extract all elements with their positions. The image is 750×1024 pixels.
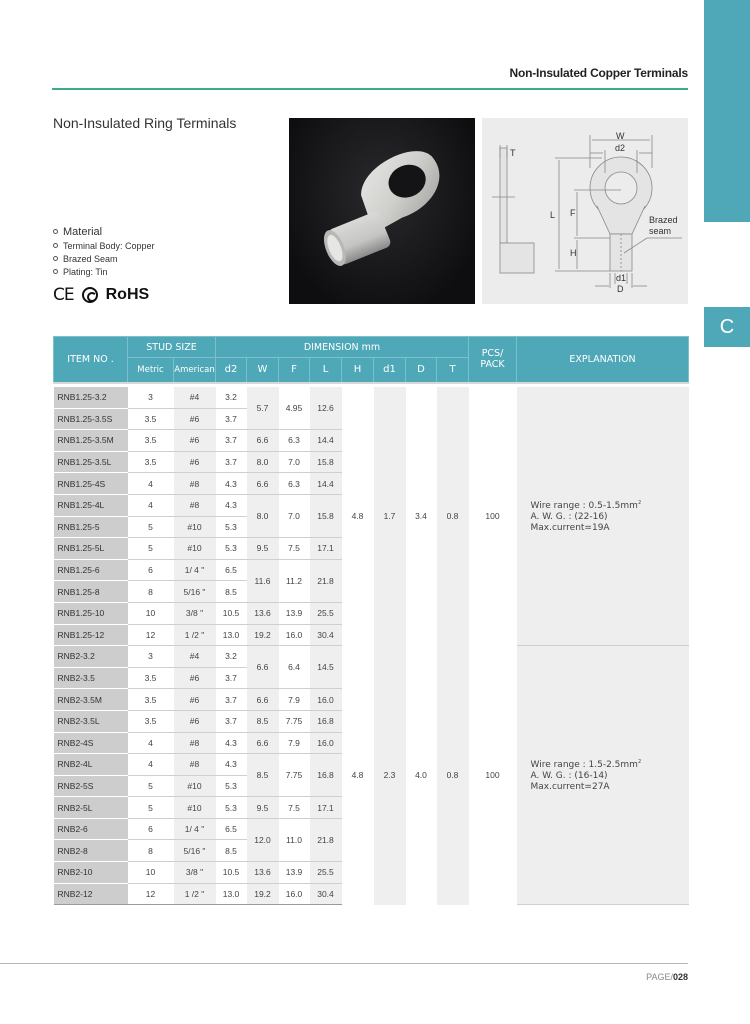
- metric-cell: 3.5: [128, 408, 174, 430]
- w-cell: 6.6: [247, 689, 279, 711]
- american-cell: 5/16 ": [174, 581, 216, 603]
- header-d: D: [406, 358, 437, 383]
- f-cell: 7.0: [279, 451, 310, 473]
- american-cell: 1/ 4 ": [174, 818, 216, 840]
- table-row: [54, 387, 689, 409]
- d2-cell: 6.5: [216, 559, 247, 581]
- footer-divider: [0, 963, 688, 964]
- wire-range: Wire range : 1.5-2.5mm: [530, 760, 638, 771]
- d2-cell: 13.0: [216, 883, 247, 905]
- pcs-pack-cell: 100: [469, 387, 517, 646]
- item-number-cell: RNB2-3.2: [54, 646, 128, 668]
- header-item-no: ITEM NO .: [54, 337, 128, 383]
- american-cell: 3/8 ": [174, 862, 216, 884]
- american-cell: #6: [174, 710, 216, 732]
- item-number-cell: RNB2-5L: [54, 797, 128, 819]
- label-l: L: [550, 210, 556, 220]
- f-cell: 4.95: [279, 387, 310, 430]
- w-cell: 6.6: [247, 430, 279, 452]
- side-tab-bar: [704, 0, 750, 222]
- american-cell: #10: [174, 538, 216, 560]
- d2-cell: 5.3: [216, 516, 247, 538]
- f-cell: 16.0: [279, 624, 310, 646]
- header-w: W: [247, 358, 279, 383]
- american-cell: 5/16 ": [174, 840, 216, 862]
- ce-mark-icon: CE: [53, 285, 74, 305]
- product-title: Non-Insulated Ring Terminals: [53, 115, 237, 131]
- w-cell: 6.6: [247, 473, 279, 495]
- header-american: American: [174, 358, 216, 383]
- l-cell: 17.1: [310, 538, 342, 560]
- feature-label: Brazed Seam: [63, 253, 118, 264]
- explanation-cell: [517, 387, 689, 646]
- quality-cert-icon: [82, 287, 98, 303]
- item-number-cell: RNB2-3.5: [54, 667, 128, 689]
- header-metric: Metric: [128, 358, 174, 383]
- header-d2: d2: [216, 358, 247, 383]
- item-number-cell: RNB1.25-6: [54, 559, 128, 581]
- f-cell: 13.9: [279, 862, 310, 884]
- metric-cell: 12: [128, 883, 174, 905]
- label-seam: seam: [649, 226, 672, 236]
- d2-cell: 3.7: [216, 710, 247, 732]
- f-cell: 6.3: [279, 473, 310, 495]
- superscript: 2: [637, 499, 642, 506]
- american-cell: #6: [174, 689, 216, 711]
- metric-cell: 5: [128, 775, 174, 797]
- l-cell: 21.8: [310, 559, 342, 602]
- metric-cell: 8: [128, 581, 174, 603]
- metric-cell: 3.5: [128, 430, 174, 452]
- wire-range: Wire range : 0.5-1.5mm: [530, 500, 638, 511]
- l-cell: 14.4: [310, 430, 342, 452]
- american-cell: #10: [174, 797, 216, 819]
- header-explanation: EXPLANATION: [517, 337, 689, 383]
- explanation-cell: [517, 646, 689, 905]
- metric-cell: 3.5: [128, 451, 174, 473]
- ring-terminal-image: [289, 118, 475, 304]
- d2-cell: 3.7: [216, 667, 247, 689]
- f-cell: 7.9: [279, 689, 310, 711]
- american-cell: #6: [174, 667, 216, 689]
- t-cell: 0.8: [437, 646, 469, 905]
- w-cell: 9.5: [247, 797, 279, 819]
- item-number-cell: RNB1.25-8: [54, 581, 128, 603]
- american-cell: 1/ 4 ": [174, 559, 216, 581]
- l-cell: 17.1: [310, 797, 342, 819]
- w-cell: 8.5: [247, 754, 279, 797]
- d2-cell: 5.3: [216, 538, 247, 560]
- item-number-cell: RNB1.25-4S: [54, 473, 128, 495]
- f-cell: 7.75: [279, 710, 310, 732]
- feature-item: [53, 265, 155, 278]
- d2-cell: 4.3: [216, 473, 247, 495]
- metric-cell: 6: [128, 818, 174, 840]
- item-number-cell: RNB2-5S: [54, 775, 128, 797]
- metric-cell: 10: [128, 862, 174, 884]
- item-number-cell: RNB1.25-3.2: [54, 387, 128, 409]
- item-number-cell: RNB1.25-12: [54, 624, 128, 646]
- american-cell: #8: [174, 473, 216, 495]
- feature-label: Plating: Tin: [63, 266, 108, 277]
- metric-cell: 4: [128, 732, 174, 754]
- american-cell: #6: [174, 430, 216, 452]
- item-number-cell: RNB2-4L: [54, 754, 128, 776]
- feature-item: [53, 252, 155, 265]
- feature-label: Terminal Body: Copper: [63, 240, 155, 251]
- d-cell: 4.0: [406, 646, 437, 905]
- d2-cell: 8.5: [216, 840, 247, 862]
- metric-cell: 5: [128, 516, 174, 538]
- american-cell: #6: [174, 408, 216, 430]
- d2-cell: 4.3: [216, 754, 247, 776]
- label-brazed: Brazed: [649, 215, 678, 225]
- f-cell: 7.75: [279, 754, 310, 797]
- d2-cell: 3.7: [216, 430, 247, 452]
- w-cell: 5.7: [247, 387, 279, 430]
- d1-cell: 1.7: [374, 387, 406, 646]
- l-cell: 14.4: [310, 473, 342, 495]
- item-number-cell: RNB1.25-5L: [54, 538, 128, 560]
- f-cell: 13.9: [279, 602, 310, 624]
- spec-table: [53, 336, 689, 905]
- l-cell: 14.5: [310, 646, 342, 689]
- f-cell: 6.4: [279, 646, 310, 689]
- terminal-drawing: [482, 118, 688, 304]
- metric-cell: 5: [128, 797, 174, 819]
- w-cell: 19.2: [247, 883, 279, 905]
- d2-cell: 6.5: [216, 818, 247, 840]
- header-f: F: [279, 358, 310, 383]
- w-cell: 11.6: [247, 559, 279, 602]
- american-cell: #10: [174, 516, 216, 538]
- metric-cell: 10: [128, 602, 174, 624]
- american-cell: #10: [174, 775, 216, 797]
- american-cell: 1 /2 ": [174, 624, 216, 646]
- f-cell: 7.0: [279, 494, 310, 537]
- metric-cell: 3.5: [128, 689, 174, 711]
- metric-cell: 3: [128, 646, 174, 668]
- d1-cell: 2.3: [374, 646, 406, 905]
- h-cell: 4.8: [342, 646, 374, 905]
- item-number-cell: RNB2-3.5M: [54, 689, 128, 711]
- item-number-cell: RNB1.25-3.5M: [54, 430, 128, 452]
- l-cell: 21.8: [310, 818, 342, 861]
- header-d1: d1: [374, 358, 406, 383]
- item-number-cell: RNB1.25-4L: [54, 494, 128, 516]
- w-cell: 6.6: [247, 732, 279, 754]
- l-cell: 30.4: [310, 883, 342, 905]
- l-cell: 16.8: [310, 754, 342, 797]
- feature-item: [53, 224, 155, 239]
- page-number: PAGE/028: [646, 972, 688, 982]
- f-cell: 7.9: [279, 732, 310, 754]
- metric-cell: 4: [128, 494, 174, 516]
- w-cell: 13.6: [247, 602, 279, 624]
- w-cell: 9.5: [247, 538, 279, 560]
- section-tab-c[interactable]: C: [704, 307, 750, 347]
- d2-cell: 3.7: [216, 451, 247, 473]
- metric-cell: 3.5: [128, 710, 174, 732]
- metric-cell: 4: [128, 754, 174, 776]
- item-number-cell: RNB2-3.5L: [54, 710, 128, 732]
- label-w: W: [616, 131, 625, 141]
- item-number-cell: RNB1.25-3.5L: [54, 451, 128, 473]
- metric-cell: 5: [128, 538, 174, 560]
- header-h: H: [342, 358, 374, 383]
- d2-cell: 3.7: [216, 408, 247, 430]
- d2-cell: 5.3: [216, 775, 247, 797]
- american-cell: #4: [174, 646, 216, 668]
- bullet-icon: [53, 229, 58, 234]
- d2-cell: 10.5: [216, 862, 247, 884]
- d2-cell: 13.0: [216, 624, 247, 646]
- header-l: L: [310, 358, 342, 383]
- l-cell: 12.6: [310, 387, 342, 430]
- awg: A. W. G. : (16-14): [530, 771, 608, 782]
- section-title: Non-Insulated Copper Terminals: [509, 66, 688, 80]
- metric-cell: 3.5: [128, 667, 174, 689]
- w-cell: 12.0: [247, 818, 279, 861]
- d-cell: 3.4: [406, 387, 437, 646]
- w-cell: 8.0: [247, 451, 279, 473]
- l-cell: 15.8: [310, 494, 342, 537]
- awg: A. W. G. : (22-16): [530, 511, 608, 522]
- w-cell: 6.6: [247, 646, 279, 689]
- l-cell: 25.5: [310, 602, 342, 624]
- metric-cell: 12: [128, 624, 174, 646]
- l-cell: 30.4: [310, 624, 342, 646]
- item-number-cell: RNB1.25-10: [54, 602, 128, 624]
- american-cell: #8: [174, 494, 216, 516]
- f-cell: 6.3: [279, 430, 310, 452]
- d2-cell: 4.3: [216, 732, 247, 754]
- l-cell: 15.8: [310, 451, 342, 473]
- american-cell: #4: [174, 387, 216, 409]
- d2-cell: 5.3: [216, 797, 247, 819]
- header-dimension: DIMENSION mm: [216, 337, 469, 358]
- label-d2: d2: [615, 143, 626, 153]
- header-divider: [52, 88, 688, 90]
- d2-cell: 3.2: [216, 646, 247, 668]
- american-cell: 1 /2 ": [174, 883, 216, 905]
- item-number-cell: RNB2-8: [54, 840, 128, 862]
- f-cell: 7.5: [279, 797, 310, 819]
- metric-cell: 6: [128, 559, 174, 581]
- f-cell: 16.0: [279, 883, 310, 905]
- max-current: Max.current=19A: [530, 522, 610, 533]
- feature-list: [53, 224, 155, 278]
- product-photo: [289, 118, 475, 304]
- table-row: [54, 646, 689, 668]
- h-cell: 4.8: [342, 387, 374, 646]
- w-cell: 8.0: [247, 494, 279, 537]
- bullet-icon: [53, 256, 58, 261]
- superscript: 2: [637, 759, 642, 766]
- item-number-cell: RNB2-10: [54, 862, 128, 884]
- max-current: Max.current=27A: [530, 782, 610, 793]
- label-t: T: [510, 148, 516, 158]
- american-cell: 3/8 ": [174, 602, 216, 624]
- w-cell: 8.5: [247, 710, 279, 732]
- d2-cell: 4.3: [216, 494, 247, 516]
- metric-cell: 4: [128, 473, 174, 495]
- item-number-cell: RNB2-4S: [54, 732, 128, 754]
- d2-cell: 8.5: [216, 581, 247, 603]
- metric-cell: 3: [128, 387, 174, 409]
- bullet-icon: [53, 243, 58, 248]
- f-cell: 11.2: [279, 559, 310, 602]
- d2-cell: 10.5: [216, 602, 247, 624]
- item-number-cell: RNB2-12: [54, 883, 128, 905]
- certifications: [53, 285, 149, 305]
- l-cell: 16.8: [310, 710, 342, 732]
- item-number-cell: RNB1.25-5: [54, 516, 128, 538]
- label-f: F: [570, 208, 576, 218]
- american-cell: #6: [174, 451, 216, 473]
- header-stud-size: STUD SIZE: [128, 337, 216, 358]
- label-h: H: [570, 248, 577, 258]
- feature-item: [53, 239, 155, 252]
- item-number-cell: RNB2-6: [54, 818, 128, 840]
- feature-label: Material: [63, 225, 103, 238]
- w-cell: 13.6: [247, 862, 279, 884]
- bullet-icon: [53, 269, 58, 274]
- f-cell: 11.0: [279, 818, 310, 861]
- d2-cell: 3.7: [216, 689, 247, 711]
- american-cell: #8: [174, 732, 216, 754]
- dimension-diagram: [482, 118, 688, 304]
- d2-cell: 3.2: [216, 387, 247, 409]
- l-cell: 16.0: [310, 689, 342, 711]
- f-cell: 7.5: [279, 538, 310, 560]
- t-cell: 0.8: [437, 387, 469, 646]
- header-t: T: [437, 358, 469, 383]
- header-pcs-pack: PCS/ PACK: [469, 337, 517, 383]
- rohs-mark: RoHS: [105, 286, 150, 303]
- pcs-pack-cell: 100: [469, 646, 517, 905]
- label-d: D: [617, 284, 624, 294]
- w-cell: 19.2: [247, 624, 279, 646]
- label-d1: d1: [616, 273, 627, 283]
- l-cell: 16.0: [310, 732, 342, 754]
- item-number-cell: RNB1.25-3.5S: [54, 408, 128, 430]
- american-cell: #8: [174, 754, 216, 776]
- metric-cell: 8: [128, 840, 174, 862]
- l-cell: 25.5: [310, 862, 342, 884]
